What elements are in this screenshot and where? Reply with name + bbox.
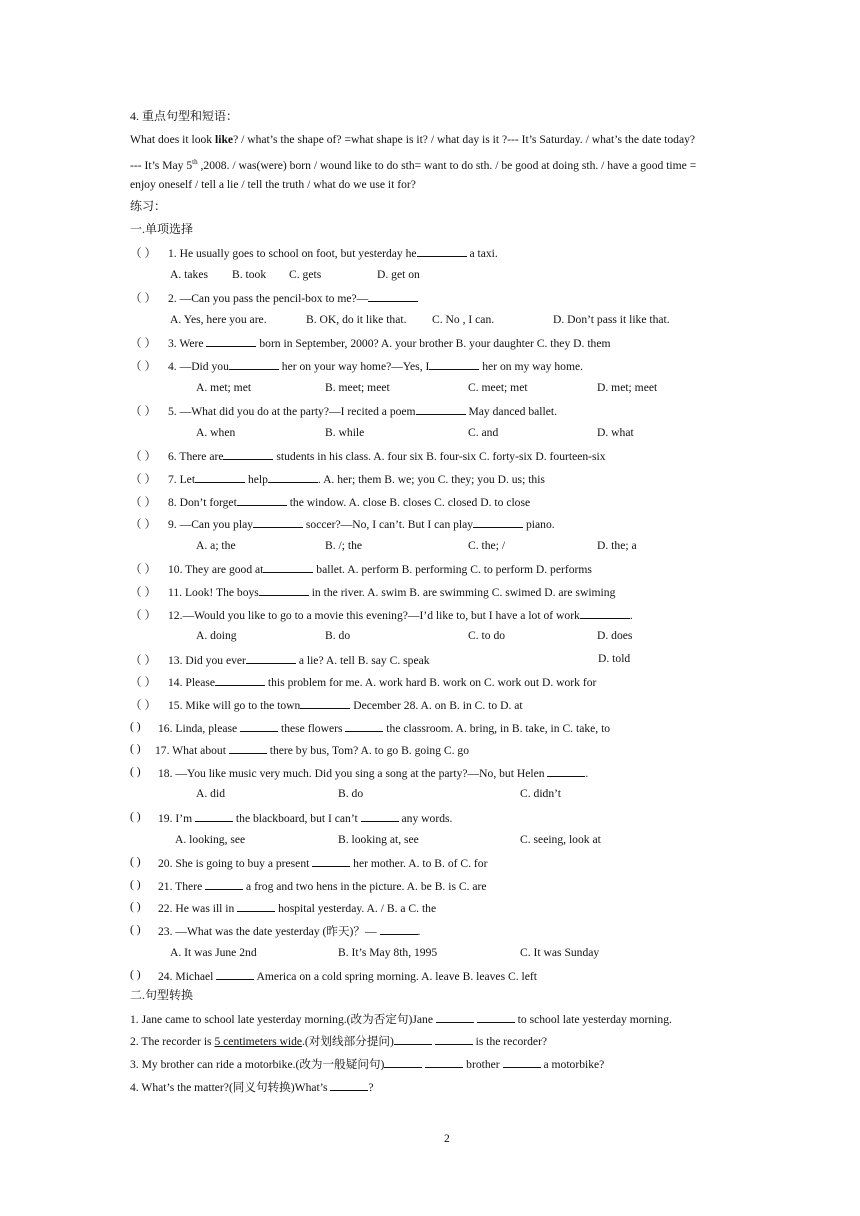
option-c[interactable]: C. seeing, look at — [520, 833, 601, 846]
question-text: 15. Mike will go to the town — [168, 699, 301, 712]
question-body — [168, 561, 592, 576]
question-text: 23. —What was the date yesterday (昨天)？— — [158, 925, 380, 938]
question-row — [130, 245, 830, 260]
answer-blank[interactable] — [330, 1079, 368, 1091]
question-row — [130, 358, 830, 373]
option-c[interactable]: C. and — [468, 426, 499, 439]
question-text: the window. A. close B. closes C. closed D. to close — [286, 496, 531, 509]
answer-paren[interactable]: ( ) — [130, 855, 141, 868]
answer-blank[interactable] — [300, 697, 350, 709]
answer-blank[interactable] — [312, 855, 350, 867]
answer-blank[interactable] — [477, 1011, 515, 1023]
answer-blank[interactable] — [368, 290, 418, 302]
question-row — [130, 584, 830, 599]
answer-paren[interactable]: （ ） — [130, 609, 157, 622]
question-text: 14. Please — [168, 676, 216, 689]
question-body — [168, 403, 557, 418]
answer-blank[interactable] — [195, 810, 233, 822]
question-body — [158, 878, 487, 893]
option-d[interactable]: D. what — [597, 426, 634, 439]
question-body — [168, 335, 611, 350]
answer-blank[interactable] — [229, 358, 279, 370]
option-c[interactable]: C. meet; met — [468, 381, 528, 394]
question-text: born in September, 2000? A. your brother B. your daughter C. they D. them — [256, 337, 611, 350]
option-a[interactable]: A. looking, see — [175, 833, 246, 846]
phrases-text: ,2008. / was(were) born / wound like to do sth= want to do sth. / be good at doing sth. / have a good time = — [197, 158, 697, 172]
question-text: 2. —Can you pass the pencil-box to me?— — [168, 292, 369, 305]
question-body — [158, 810, 452, 825]
item-text: ? — [368, 1081, 374, 1094]
question-body — [168, 607, 633, 622]
option-c[interactable]: C. It was Sunday — [520, 946, 600, 959]
answer-paren[interactable]: ( ) — [130, 765, 141, 778]
option-c[interactable]: C. gets — [289, 268, 322, 281]
question-text: a frog and two hens in the picture. A. be B. is C. are — [243, 880, 487, 893]
question-text: 11. Look! The boys — [168, 586, 259, 599]
question-text: 9. —Can you play — [168, 518, 254, 531]
question-body — [168, 290, 418, 305]
item-text: .(对划线部分提问) — [302, 1035, 394, 1048]
answer-blank[interactable] — [380, 923, 418, 935]
phrases-line-2 — [130, 155, 696, 173]
answer-paren[interactable]: （ ） — [130, 586, 157, 599]
question-row — [130, 290, 830, 305]
question-text: 22. He was ill in — [158, 902, 238, 915]
answer-blank[interactable] — [259, 584, 309, 596]
question-body — [168, 652, 430, 667]
answer-blank[interactable] — [425, 1056, 463, 1068]
transform-item-1 — [130, 1011, 672, 1027]
answer-blank[interactable] — [237, 900, 275, 912]
answer-blank[interactable] — [268, 471, 318, 483]
question-text: 20. She is going to buy a present — [158, 857, 313, 870]
option-a[interactable]: A. a; the — [196, 539, 236, 552]
answer-paren[interactable]: ( ) — [130, 923, 141, 936]
section-4-title: 4. 重点句型和短语： — [130, 109, 239, 123]
question-text: help — [245, 473, 268, 486]
question-text: December 28. A. on B. in C. to D. at — [350, 699, 523, 712]
question-text: 13. Did you ever — [168, 654, 246, 667]
phrases-text: What does it look — [130, 133, 216, 146]
question-body — [168, 697, 523, 712]
question-body — [158, 900, 436, 915]
answer-blank[interactable] — [417, 245, 467, 257]
question-row — [130, 855, 830, 870]
question-row — [130, 878, 830, 893]
option-b[interactable]: B. do — [338, 787, 364, 800]
answer-blank[interactable] — [580, 607, 630, 619]
question-row — [130, 403, 830, 418]
question-text: 19. I’m — [158, 812, 196, 825]
question-text: piano. — [523, 518, 555, 531]
answer-paren[interactable]: （ ） — [130, 405, 157, 418]
question-row — [130, 674, 830, 689]
answer-blank[interactable] — [240, 720, 278, 732]
item-text: is the recorder? — [472, 1035, 548, 1048]
answer-paren[interactable]: （ ） — [130, 676, 157, 689]
transform-item-4 — [130, 1079, 374, 1095]
option-a[interactable]: A. did — [196, 787, 225, 800]
option-b[interactable]: B. do — [325, 629, 351, 642]
answer-blank[interactable] — [435, 1033, 473, 1045]
question-text: there by bus, Tom? A. to go B. going C. go — [266, 744, 470, 757]
option-c[interactable]: C. the; / — [468, 539, 506, 552]
answer-paren[interactable]: ( ) — [130, 720, 141, 733]
answer-blank[interactable] — [195, 471, 245, 483]
question-body — [168, 674, 596, 689]
option-d[interactable]: D. met; meet — [597, 381, 658, 394]
answer-blank[interactable] — [215, 674, 265, 686]
question-row — [130, 810, 830, 825]
question-row — [130, 607, 830, 622]
option-a[interactable]: A. Yes, here you are. — [170, 313, 267, 326]
item-text: 2. The recorder is — [130, 1035, 215, 1048]
answer-paren[interactable]: （ ） — [130, 473, 157, 486]
answer-blank[interactable] — [345, 720, 383, 732]
question-body — [158, 968, 537, 983]
phrases-text: --- It’s May 5 — [130, 158, 193, 172]
question-text: the classroom. A. bring, in B. take, in C. take, to — [383, 722, 611, 735]
option-b[interactable]: B. took — [232, 268, 267, 281]
question-row — [130, 652, 830, 667]
question-text: 12.—Would you like to go to a movie this evening?—I’d like to, but I have a lot of work — [168, 609, 580, 622]
question-body — [168, 584, 615, 599]
answer-blank[interactable] — [216, 968, 254, 980]
page-number: 2 — [444, 1132, 450, 1145]
part-1-title: 一.单项选择 — [130, 222, 194, 236]
question-text: 4. —Did you — [168, 360, 229, 373]
answer-paren[interactable]: （ ） — [130, 292, 157, 305]
answer-blank[interactable] — [237, 494, 287, 506]
question-text: soccer?—No, I can’t. But I can play — [303, 518, 474, 531]
question-text: the blackboard, but I can’t — [233, 812, 361, 825]
question-text: in the river. A. swim B. are swimming C. swimed D. are swiming — [308, 586, 616, 599]
answer-blank[interactable] — [394, 1033, 432, 1045]
part-2-title: 二.句型转换 — [130, 988, 194, 1002]
answer-paren[interactable]: （ ） — [130, 360, 157, 373]
transform-item-2 — [130, 1033, 547, 1049]
question-body — [168, 494, 530, 509]
question-text: her on your way home?—Yes, I — [278, 360, 430, 373]
answer-paren[interactable]: （ ） — [130, 247, 157, 260]
answer-blank[interactable] — [206, 335, 256, 347]
item-text: brother — [463, 1058, 503, 1071]
answer-paren[interactable]: （ ） — [130, 337, 157, 350]
question-text: ballet. A. perform B. performing C. to perform D. performs — [313, 563, 592, 576]
question-text: . — [629, 609, 633, 622]
option-c[interactable]: C. didn’t — [520, 787, 562, 800]
answer-paren[interactable]: （ ） — [130, 518, 157, 531]
option-d[interactable]: D. Don’t pass it like that. — [553, 313, 670, 326]
question-text: students in his class. A. four six B. four-six C. forty-six D. fourteen-six — [273, 450, 606, 463]
phrases-line-3: enjoy oneself / tell a lie / tell the truth / what do we use it for? — [130, 178, 416, 191]
item-text: to school late yesterday morning. — [514, 1013, 672, 1026]
answer-paren[interactable]: ( ) — [130, 968, 141, 981]
question-body — [168, 516, 555, 531]
answer-blank[interactable] — [361, 810, 399, 822]
answer-blank[interactable] — [429, 358, 479, 370]
answer-paren[interactable]: （ ） — [130, 654, 157, 667]
option-c[interactable]: C. No , I can. — [432, 313, 495, 326]
question-row — [130, 448, 830, 463]
option-b[interactable]: B. looking at, see — [338, 833, 419, 846]
phrases-text: ? / what’s the shape of? =what shape is it? / what day is it ?--- It’s Saturday. / what’s the date today? — [233, 133, 696, 146]
answer-paren[interactable]: ( ) — [130, 810, 141, 823]
question-text: a taxi. — [466, 247, 498, 260]
question-text: hospital yesterday. A. / B. a C. the — [275, 902, 437, 915]
option-a[interactable]: A. doing — [196, 629, 237, 642]
answer-paren[interactable]: ( ) — [130, 900, 141, 913]
question-text: . — [417, 925, 421, 938]
transform-item-3 — [130, 1056, 604, 1072]
question-row — [130, 923, 830, 938]
answer-blank[interactable] — [263, 561, 313, 573]
bold-word: like — [215, 133, 234, 146]
question-text: 18. —You like music very much. Did you sing a song at the party?—No, but Helen — [158, 767, 548, 780]
question-body — [168, 245, 498, 260]
underlined-phrase: 5 centimeters wide — [214, 1035, 303, 1048]
question-text: . — [585, 767, 589, 780]
question-row — [130, 968, 830, 983]
question-row — [130, 720, 830, 735]
question-row — [130, 742, 830, 757]
question-text: any words. — [398, 812, 453, 825]
question-body — [155, 742, 469, 757]
question-text: May danced ballet. — [465, 405, 558, 418]
question-text: these flowers — [278, 722, 346, 735]
question-row — [130, 471, 830, 486]
question-text: 1. He usually goes to school on foot, but yesterday he — [168, 247, 417, 260]
question-text: 3. Were — [168, 337, 207, 350]
phrases-line-1 — [130, 132, 695, 147]
question-row — [130, 335, 830, 350]
option-b[interactable]: B. meet; meet — [325, 381, 390, 394]
answer-blank[interactable] — [229, 742, 267, 754]
answer-paren[interactable]: ( ) — [130, 878, 141, 891]
question-text: this problem for me. A. work hard B. work on C. work out D. work for — [265, 676, 597, 689]
answer-blank[interactable] — [547, 765, 585, 777]
question-body — [168, 471, 545, 486]
answer-blank[interactable] — [416, 403, 466, 415]
question-text: 8. Don’t forget — [168, 496, 237, 509]
question-text: 17. What about — [155, 744, 229, 757]
answer-paren[interactable]: ( ) — [130, 742, 141, 755]
answer-paren[interactable]: （ ） — [130, 563, 157, 576]
answer-blank[interactable] — [253, 516, 303, 528]
question-row — [130, 765, 830, 780]
question-row — [130, 494, 830, 509]
question-body — [158, 720, 610, 735]
option-b[interactable]: B. OK, do it like that. — [306, 313, 407, 326]
practice-label: 练习： — [130, 199, 167, 213]
question-text: 16. Linda, please — [158, 722, 241, 735]
question-body — [158, 765, 588, 780]
question-text: 5. —What did you do at the party?—I recited a poem — [168, 405, 416, 418]
answer-blank[interactable] — [205, 878, 243, 890]
option-d[interactable]: D. the; a — [597, 539, 637, 552]
question-text: 10. They are good at — [168, 563, 264, 576]
question-body — [158, 923, 420, 939]
question-text: 24. Michael — [158, 970, 217, 983]
question-row — [130, 900, 830, 915]
option-a[interactable]: A. met; met — [196, 381, 252, 394]
question-text: . A. her; them B. we; you C. they; you D. us; this — [317, 473, 545, 486]
answer-blank[interactable] — [503, 1056, 541, 1068]
question-row — [130, 561, 830, 576]
answer-blank[interactable] — [223, 448, 273, 460]
option-b[interactable]: B. /; the — [325, 539, 363, 552]
option-a[interactable]: A. when — [196, 426, 236, 439]
option-a[interactable]: A. It was June 2nd — [170, 946, 257, 959]
question-text: 7. Let — [168, 473, 196, 486]
option-a[interactable]: A. takes — [170, 268, 208, 281]
question-text: her on my way home. — [479, 360, 584, 373]
answer-blank[interactable] — [246, 652, 296, 664]
question-body — [168, 448, 606, 463]
answer-blank[interactable] — [384, 1056, 422, 1068]
item-text: 4. What’s the matter?(同义句转换)What’s — [130, 1081, 331, 1094]
item-text: 3. My brother can ride a motorbike.(改为一般疑问句) — [130, 1058, 385, 1071]
answer-blank[interactable] — [436, 1011, 474, 1023]
question-text: 6. There are — [168, 450, 224, 463]
option-c[interactable]: C. to do — [468, 629, 506, 642]
option-d[interactable]: D. told — [598, 652, 631, 665]
option-d[interactable]: D. does — [597, 629, 633, 642]
question-row — [130, 516, 830, 531]
answer-paren[interactable]: （ ） — [130, 450, 157, 463]
question-row — [130, 697, 830, 712]
question-text: 21. There — [158, 880, 206, 893]
answer-paren[interactable]: （ ） — [130, 496, 157, 509]
answer-paren[interactable]: （ ） — [130, 699, 157, 712]
superscript: th — [192, 158, 198, 166]
option-b[interactable]: B. while — [325, 426, 365, 439]
item-text: 1. Jane came to school late yesterday morning.(改为否定句)Jane — [130, 1013, 436, 1026]
question-text: a lie? A. tell B. say C. speak — [295, 654, 430, 667]
option-d[interactable]: D. get on — [377, 268, 420, 281]
question-text: America on a cold spring morning. A. leave B. leaves C. left — [254, 970, 537, 983]
option-b[interactable]: B. It’s May 8th, 1995 — [338, 946, 438, 959]
answer-blank[interactable] — [473, 516, 523, 528]
question-body — [158, 855, 487, 870]
item-text: a motorbike? — [540, 1058, 605, 1071]
question-body — [168, 358, 583, 373]
question-text: her mother. A. to B. of C. for — [350, 857, 488, 870]
